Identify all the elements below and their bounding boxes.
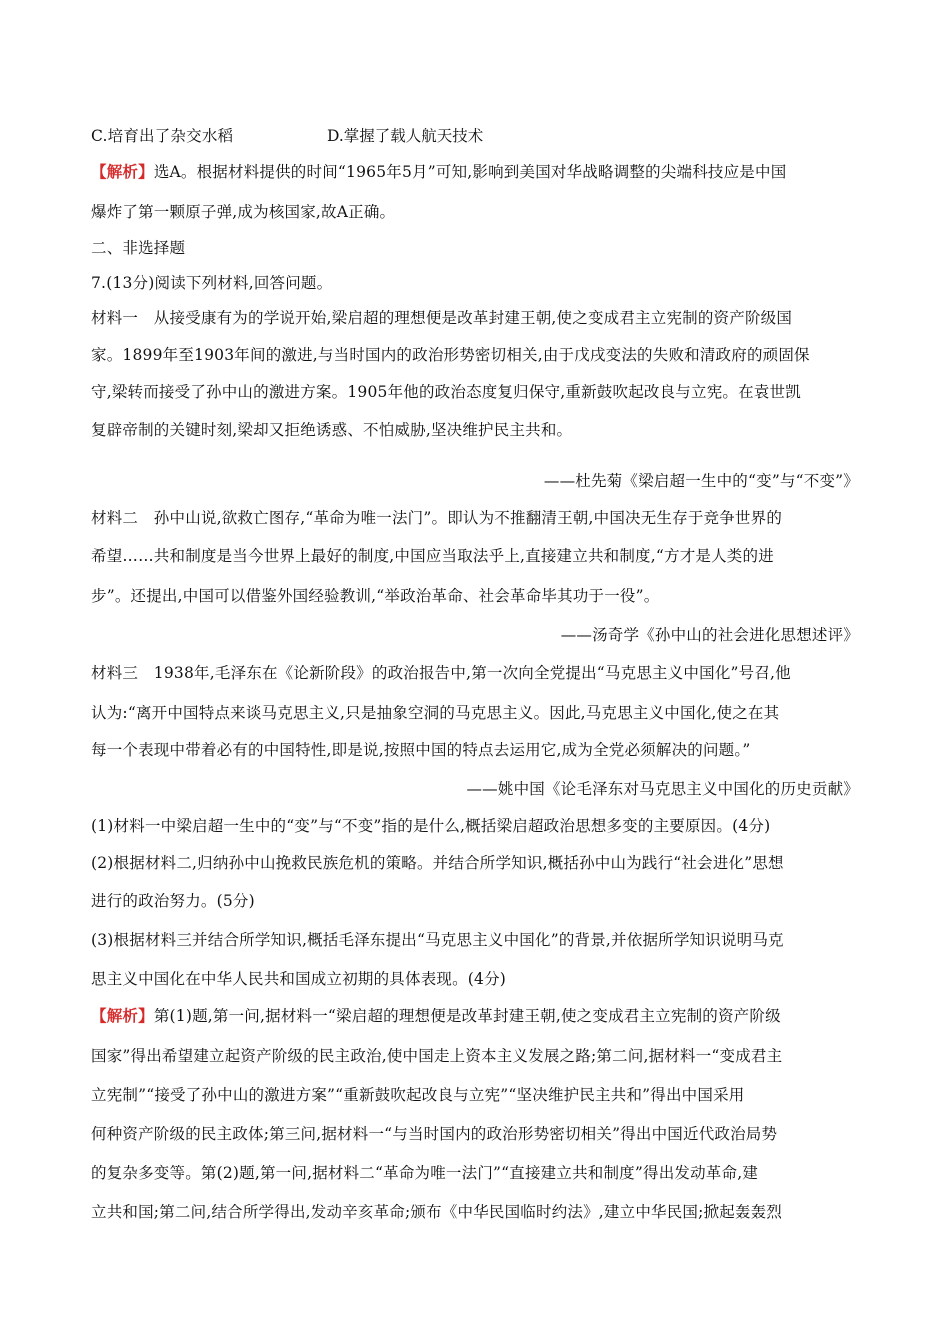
analysis-1-line-1	[91, 162, 861, 182]
analysis-2-line-1	[91, 1006, 861, 1026]
material-2-source: ——汤奇学《孙中山的社会进化思想述评》	[560, 626, 859, 644]
analysis-1-line-2: 爆炸了第一颗原子弹,成为核国家,故A正确。	[91, 203, 396, 221]
material-1-line: 家。1899年至1903年间的激进,与当时国内的政治形势密切相关,由于戊戌变法的失败和清政府的顽固保	[91, 346, 810, 364]
analysis-2-text: 第(1)题,第一问,据材料一“梁启超的理想便是改革封建王朝,使之变成君主立宪制的资产阶级	[153, 1007, 781, 1025]
analysis-2-line: 立宪制”“接受了孙中山的激进方案”“重新鼓吹起改良与立宪”“坚决维护民主共和”得出中国采用	[91, 1086, 745, 1104]
material-1-line: 复辟帝制的关键时刻,梁却又拒绝诱惑、不怕威胁,坚决维护民主共和。	[91, 421, 573, 439]
sub-question-3-line: (3)根据材料三并结合所学知识,概括毛泽东提出“马克思主义中国化”的背景,并依据所学知识说明马克	[91, 931, 784, 949]
material-2-line: 材料二 孙中山说,欲救亡图存,“革命为唯一法门”。即认为不推翻清王朝,中国决无生存于竞争世界的	[91, 509, 783, 527]
analysis-2-line: 立共和国;第二问,结合所学得出,发动辛亥革命;颁布《中华民国临时约法》,建立中华民国;掀起轰轰烈	[91, 1203, 783, 1221]
analysis-2-line: 国家”得出希望建立起资产阶级的民主政治,使中国走上资本主义发展之路;第二问,据材料一“变成君主	[91, 1047, 783, 1065]
sub-question-1: (1)材料一中梁启超一生中的“变”与“不变”指的是什么,概括梁启超政治思想多变的主要原因。(4分)	[91, 817, 771, 835]
material-3-line: 材料三 1938年,毛泽东在《论新阶段》的政治报告中,第一次向全党提出“马克思主义中国化”号召,他	[91, 664, 791, 682]
analysis-2-line: 的复杂多变等。第(2)题,第一问,据材料二“革命为唯一法门”“直接建立共和制度”得出发动革命,建	[91, 1164, 759, 1182]
material-2-line: 希望……共和制度是当今世界上最好的制度,中国应当取法乎上,直接建立共和制度,“方才是人类的进	[91, 547, 774, 565]
material-3-line: 每一个表现中带着必有的中国特性,即是说,按照中国的特点去运用它,成为全党必须解决的问题。”	[91, 741, 751, 759]
analysis-tag: 【解析】	[91, 1006, 154, 1025]
analysis-2-line: 何种资产阶级的民主政体;第三问,据材料一“与当时国内的政治形势密切相关”得出中国近代政治局势	[91, 1125, 778, 1143]
option-c: C.培育出了杂交水稻	[91, 127, 234, 145]
sub-question-2-line: 进行的政治努力。(5分)	[91, 892, 255, 910]
question-7-stem: 7.(13分)阅读下列材料,回答问题。	[91, 274, 333, 292]
material-1-line: 材料一 从接受康有为的学说开始,梁启超的理想便是改革封建王朝,使之变成君主立宪制的资产阶级国	[91, 309, 793, 327]
sub-question-2-line: (2)根据材料二,归纳孙中山挽救民族危机的策略。并结合所学知识,概括孙中山为践行“社会进化”思想	[91, 854, 784, 872]
analysis-tag: 【解析】	[91, 162, 154, 181]
material-3-source: ——姚中国《论毛泽东对马克思主义中国化的历史贡献》	[466, 780, 859, 798]
material-3-line: 认为:“离开中国特点来谈马克思主义,只是抽象空洞的马克思主义。因此,马克思主义中国化,使之在其	[91, 704, 780, 722]
analysis-1-text: 选A。根据材料提供的时间“1965年5月”可知,影响到美国对华战略调整的尖端科技应是中国	[153, 163, 787, 181]
material-2-line: 步”。还提出,中国可以借鉴外国经验教训,“举政治革命、社会革命毕其功于一役”。	[91, 587, 660, 605]
material-1-line: 守,梁转而接受了孙中山的激进方案。1905年他的政治态度复归保守,重新鼓吹起改良与立宪。在袁世凯	[91, 383, 801, 401]
section-title: 二、非选择题	[91, 239, 186, 257]
material-1-source: ——杜先菊《梁启超一生中的“变”与“不变”》	[543, 472, 859, 490]
sub-question-3-line: 思主义中国化在中华人民共和国成立初期的具体表现。(4分)	[91, 970, 507, 988]
option-d: D.掌握了载人航天技术	[327, 127, 484, 145]
